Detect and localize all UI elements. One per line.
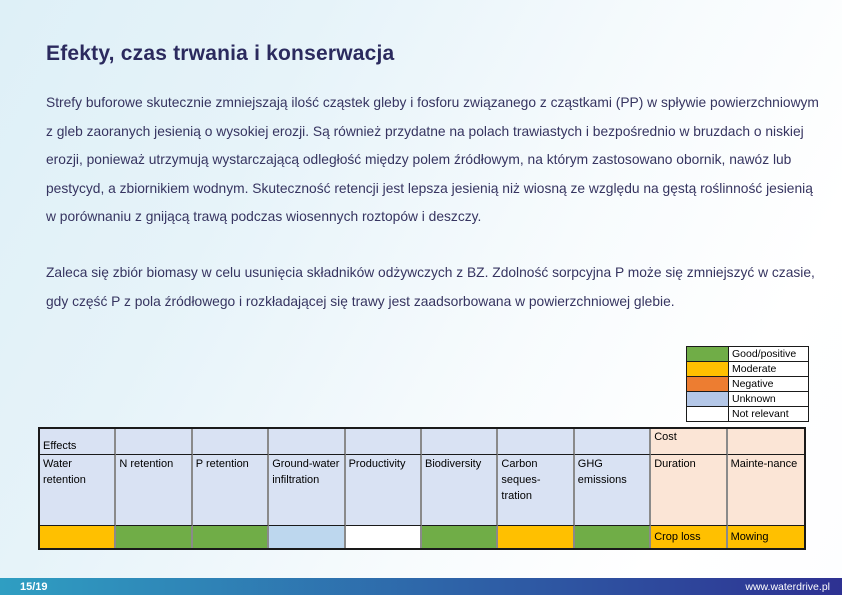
empty-cell	[116, 429, 192, 455]
empty-cell	[422, 429, 498, 455]
legend-label: Negative	[729, 377, 809, 392]
legend-row	[687, 407, 809, 422]
rating-cell-crop-loss: Crop loss	[651, 526, 727, 548]
rating-cell-p-retention	[193, 526, 269, 548]
rating-cell-mowing: Mowing	[728, 526, 804, 548]
empty-cell	[193, 429, 269, 455]
legend-swatch-moderate	[687, 362, 729, 377]
column-header-groundwater-infiltration: Ground-water infiltration	[269, 455, 345, 526]
column-header-productivity: Productivity	[346, 455, 422, 526]
empty-cell	[575, 429, 651, 455]
legend-label: Moderate	[729, 362, 809, 377]
effects-header-cell: Effects	[40, 429, 116, 455]
empty-cell	[269, 429, 345, 455]
legend-row	[687, 377, 809, 392]
empty-cell	[346, 429, 422, 455]
column-header-n-retention: N retention	[116, 455, 192, 526]
legend-swatch-good	[687, 347, 729, 362]
legend-swatch-unknown	[687, 392, 729, 407]
rating-cell-water-retention	[40, 526, 116, 548]
legend-swatch-not-relevant	[687, 407, 729, 422]
empty-cell	[498, 429, 574, 455]
rating-cell-ghg-emissions	[575, 526, 651, 548]
legend-swatch-negative	[687, 377, 729, 392]
footer-link[interactable]: www.waterdrive.pl	[745, 580, 830, 593]
legend-row	[687, 347, 809, 362]
rating-cell-n-retention	[116, 526, 192, 548]
page-number: 15/19	[20, 580, 48, 593]
column-header-biodiversity: Biodiversity	[422, 455, 498, 526]
legend-table	[686, 346, 809, 422]
legend-row	[687, 362, 809, 377]
legend-label: Not relevant	[729, 407, 809, 422]
empty-cell	[728, 429, 804, 455]
column-header-carbon-sequestration: Carbon seques-tration	[498, 455, 574, 526]
effects-table	[38, 427, 806, 550]
rating-cell-groundwater-infiltration	[269, 526, 345, 548]
paragraph-buffer-zones: Strefy buforowe skutecznie zmniejszają ilość cząstek gleby i fosforu związanego z cząstkami (PP) w spływie powierzchniowym z gleb zaoranych jesienią o wysokiej erozji. Są również przydatne na polach trawiastych i bezpośrednio w bruzdach o niskiej erozji, ponieważ utrzymują wystarczającą odległość między polem źródłowym, na którym zastosowano obornik, nawóz lub pestycyd, a zbiornikiem wodnym. Skuteczność retencji jest lepsza jesienią niż wiosną ze względu na gęstą roślinność jesienią w porównaniu z gnijącą trawą podczas wiosennych roztopów i deszczy.	[46, 95, 819, 224]
rating-cell-productivity	[346, 526, 422, 548]
legend-label: Good/positive	[729, 347, 809, 362]
rating-cell-biodiversity	[422, 526, 498, 548]
legend-row	[687, 392, 809, 407]
column-header-water-retention: Water retention	[40, 455, 116, 526]
column-header-ghg-emissions: GHG emissions	[575, 455, 651, 526]
column-header-p-retention: P retention	[193, 455, 269, 526]
column-header-duration: Duration	[651, 455, 727, 526]
column-header-maintenance: Mainte-nance	[728, 455, 804, 526]
legend-label: Unknown	[729, 392, 809, 407]
page-title: Efekty, czas trwania i konserwacja	[46, 42, 395, 65]
footer-bar	[0, 578, 842, 595]
cost-header-cell: Cost	[651, 429, 727, 455]
rating-cell-carbon-sequestration	[498, 526, 574, 548]
paragraph-biomass: Zaleca się zbiór biomasy w celu usunięcia składników odżywczych z BZ. Zdolność sorpcyjna P może się zmniejszyć w czasie, gdy część P z pola źródłowego i rozkładającej się trawy jest zaadsorbowana w powierzchniowej glebie.	[46, 265, 815, 309]
